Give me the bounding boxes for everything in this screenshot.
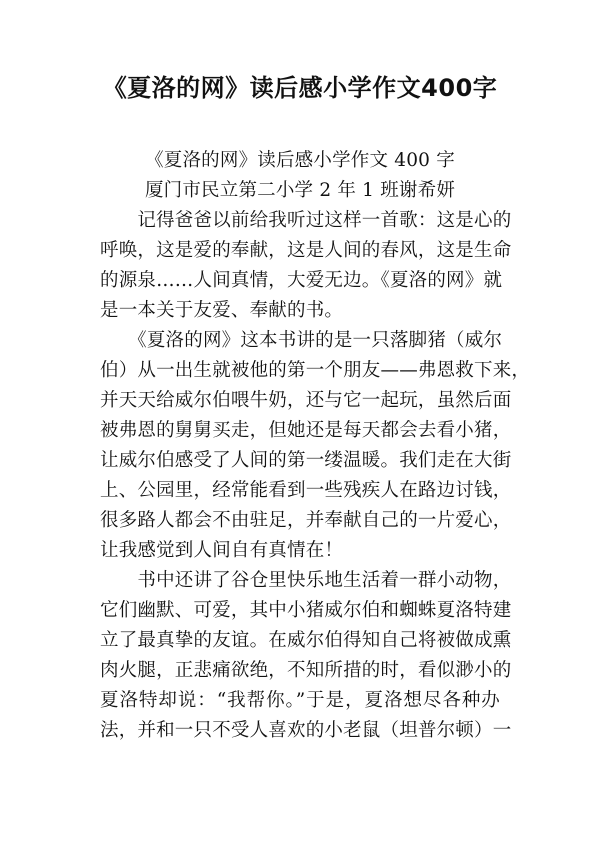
paragraph-line: 呼唤，这是爱的奉献，这是人间的春风，这是生命	[100, 240, 512, 261]
paragraph-line: 肉火腿，正悲痛欲绝，不知所措的时，看似渺小的	[100, 660, 512, 681]
paragraph-line: 是一本关于友爱、奉献的书。	[100, 300, 344, 321]
paragraph-line: 的源泉……人间真情，大爱无边。《夏洛的网》就	[100, 270, 503, 291]
paragraph-line: 书中还讲了谷仓里快乐地生活着一群小动物，	[100, 570, 512, 591]
essay-subtitle: 《夏洛的网》读后感小学作文 400 字	[145, 150, 455, 171]
paragraph-line: 夏洛特却说：“我帮你。”于是，夏洛想尽各种办	[100, 690, 500, 711]
paragraph-line: 被弗恩的舅舅买走，但她还是每天都会去看小猪，	[100, 420, 512, 441]
paragraph-line: 让威尔伯感受了人间的第一缕温暖。我们走在大街	[100, 450, 512, 471]
paragraph-line: 很多路人都会不由驻足，并奉献自己的一片爱心，	[100, 510, 512, 531]
paragraph-line: 并天天给威尔伯喂牛奶，还与它一起玩，虽然后面	[100, 390, 512, 411]
paragraph-2	[100, 326, 531, 566]
paragraph-line: 它们幽默、可爱，其中小猪威尔伯和蜘蛛夏洛特建	[100, 600, 512, 621]
paragraph-line: 记得爸爸以前给我听过这样一首歌：这是心的	[100, 210, 512, 231]
paragraph-line: 伯）从一出生就被他的第一个朋友——弗恩救下来，	[100, 360, 531, 381]
paragraph-1	[100, 206, 512, 326]
document-body	[100, 146, 531, 746]
paragraph-line: 让我感觉到人间自有真情在！	[100, 540, 344, 561]
paragraph-line: 上、公园里，经常能看到一些残疾人在路边讨钱，	[100, 480, 512, 501]
author-line: 厦门市民立第二小学 2 年 1 班谢希妍	[144, 180, 456, 201]
paragraph-line: 立了最真挚的友谊。在威尔伯得知自己将被做成熏	[100, 630, 512, 651]
paragraph-line: 法，并和一只不受人喜欢的小老鼠（坦普尔顿）一	[100, 720, 512, 741]
paragraph-3	[100, 566, 512, 746]
document-title: 《夏洛的网》读后感小学作文400字	[102, 74, 498, 102]
paragraph-line: 《夏洛的网》这本书讲的是一只落脚猪（威尔	[100, 330, 503, 351]
